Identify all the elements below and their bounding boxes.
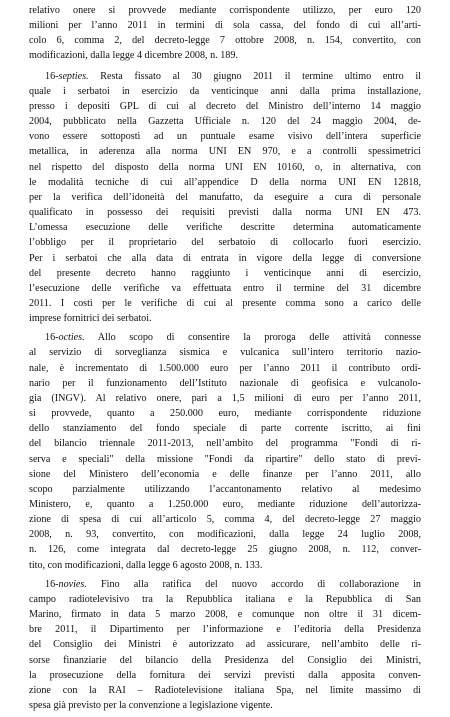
text-line: imprese fornitrici dei serbatoi. (29, 313, 152, 325)
text-line: sione del Ministero dell’economia e delle finanze per l’anno 2011, allo (29, 468, 421, 480)
text-line: spesa già previsto per la convenzione a legislazione vigente. (29, 700, 273, 712)
text-line: nario per il funzionamento dell’Istituto nazionale di geofisica e vulcanolo- (29, 377, 421, 389)
text-line: del presente decreto hanno raggiunto i venticinque anni di esercizio, (29, 267, 421, 279)
article-number: 16- (45, 578, 59, 590)
text-fragment: Resta fissato al 30 giugno 2011 il termine ultimo entro il (88, 70, 421, 82)
text-line: l’esecuzione delle verifiche va effettuata entro il termine del 31 dicembre (29, 282, 421, 294)
text-line: modificazioni, dalla legge 4 dicembre 2008, n. 189. (29, 50, 238, 62)
text-line: metallica, in aderenza alla norma UNI EN 970, e a controlli spessimetrici (29, 146, 421, 158)
text-line: 2008, n. 93, convertito, con modificazioni, dalla legge 24 luglio 2008, (29, 529, 421, 541)
text-line: Per i serbatoi che alla data di entrata in vigore della legge di conversione (29, 252, 421, 264)
text-line: campo radiotelevisivo tra la Repubblica italiana e la Repubblica di San (29, 593, 421, 605)
text-line: qualificato in possesso dei requisiti previsti dalla norma UNI EN 473. (29, 207, 421, 219)
text-line: del Consiglio dei Ministri è autorizzato ad assicurare, nell’ambito delle ri- (29, 639, 421, 651)
article-number: 16- (45, 70, 59, 82)
text-line: zione di spesa di cui all’articolo 5, comma 4, del decreto-legge 27 maggio (29, 514, 421, 526)
text-line: nel rispetto del disposto della norma UNI EN 10160, o, in alternativa, con (29, 161, 421, 173)
text-line: del bilancio triennale 2011-2013, nell’ambito del programma "Fondi di ri- (29, 438, 421, 450)
text-line: n. 126, come integrata dal decreto-legge 25 giugno 2008, n. 112, conver- (29, 544, 421, 556)
text-line: dello stanziamento del fondo speciale di parte corrente iscritto, ai fini (29, 423, 421, 435)
text-fragment: Allo scopo di consentire la proroga delle attività connesse (84, 332, 421, 344)
text-line: serva e speciali" della missione "Fondi da ripartire" dello stato di previ- (29, 453, 421, 465)
article-label: novies. (58, 578, 87, 590)
text-line: Marino, firmato in data 5 marzo 2008, e comunque non oltre il 31 dicem- (29, 609, 421, 621)
text-line (29, 330, 421, 345)
text-line: L’omessa esecuzione delle verifiche descritte determina automaticamente (29, 222, 421, 234)
text-line: scopo parzialmente utilizzando l’accantonamento relativo al medesimo (29, 483, 421, 495)
paragraph-16-novies (29, 577, 421, 713)
text-line: relativo onere si provvede mediante corrispondente utilizzo, per euro 120 (29, 5, 421, 16)
paragraph-16-septies (29, 69, 421, 327)
text-line: milioni per l’anno 2011 in termini di sola cassa, del fondo di cui all’arti- (29, 20, 421, 32)
text-line: presso i depositi GPL di cui al decreto del Ministro dell’interno 14 maggio (29, 100, 421, 112)
text-fragment: Fino alla ratifica del nuovo accordo di collaborazione in (86, 578, 421, 590)
text-line: vono essere sottoposti ad un puntuale esame visivo dell’intera superficie (29, 131, 421, 143)
text-line: gia (INGV). Al relativo onere, pari a 1,5 milioni di euro per l’anno 2011, (29, 392, 421, 404)
text-line: per la verifica dell’idoneità del manufatto, da eseguire a cura di personale (29, 191, 421, 203)
article-number: 16- (45, 332, 59, 344)
text-line: bre 2011, il Dipartimento per l’informazione e l’editoria della Presidenza (29, 624, 421, 636)
text-line: 2004, pubblicato nella Gazzetta Ufficiale n. 120 del 24 maggio 2004, de- (29, 116, 421, 128)
article-label: octies. (58, 332, 85, 344)
text-line: sorse finanziarie del bilancio della Presidenza del Consiglio dei Ministri, (29, 654, 421, 666)
text-line: quale i serbatoi in esercizio da venticinque anni dalla prima installazione, (29, 85, 421, 97)
text-line: la prosecuzione della fornitura dei servizi previsti dalla apposita conven- (29, 669, 421, 681)
text-line: Ministero, e, quanto a 1.250.000 euro, mediante riduzione dell’autorizza- (29, 499, 421, 510)
paragraph-16-octies (29, 330, 421, 573)
text-line: colo 6, comma 2, del decreto-legge 7 ottobre 2008, n. 154, convertito, con (29, 35, 421, 47)
text-line: nale, è incrementato di 1.500.000 euro per l’anno 2011 il contributo ordi- (29, 362, 421, 374)
text-line: si provvede, quanto a 250.000 euro, mediante corrispondente riduzione (29, 408, 421, 420)
text-line: l’obbligo per il proprietario del serbatoio di collocarlo fuori esercizio. (29, 237, 421, 249)
document-page (29, 3, 421, 717)
text-line: al servizio di sorveglianza sismica e vulcanica sull’intero territorio nazio- (29, 347, 421, 359)
text-line: tito, con modificazioni, dalla legge 6 agosto 2008, n. 133. (29, 559, 263, 571)
text-line (29, 577, 421, 592)
article-label: septies. (58, 70, 89, 82)
paragraph-continuation (29, 3, 421, 64)
text-line (29, 69, 421, 84)
text-line: 2011. I costi per le verifiche di cui al presente comma sono a carico delle (29, 297, 421, 309)
text-line: zione con la RAI – Radiotelevisione italiana Spa, nel limite massimo di (29, 684, 421, 696)
text-line: le modalità tecniche di cui all’appendice D della norma UNI EN 12818, (29, 176, 421, 188)
